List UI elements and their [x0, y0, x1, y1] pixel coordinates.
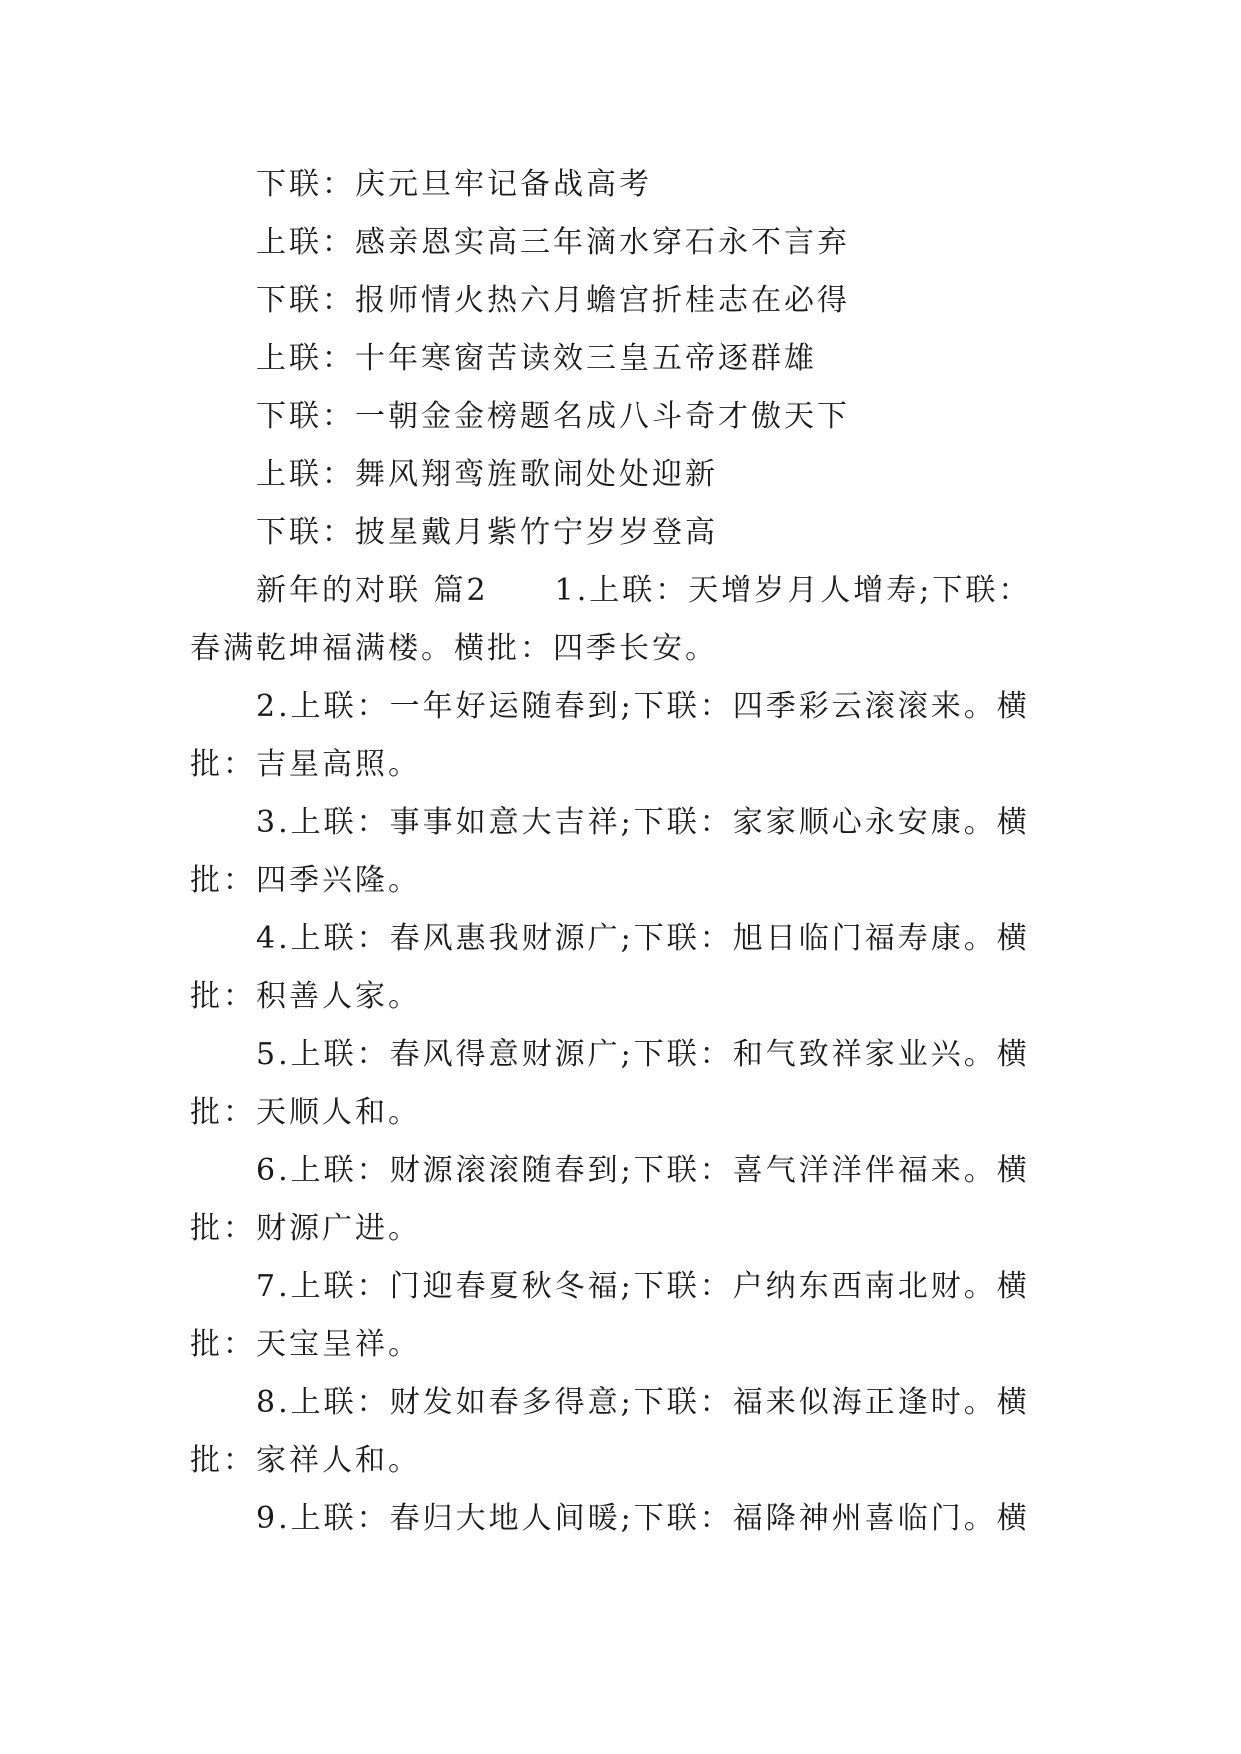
section-paragraph	[190, 562, 1060, 678]
couplet-line: 上联：舞风翔鸾旌歌闹处处迎新	[256, 457, 718, 492]
couplet-line: 下联：报师情火热六月蟾宫折桂志在必得	[256, 283, 850, 318]
couplet-item: 7.上联：门迎春夏秋冬福;下联：户纳东西南北财。横批：天宝呈祥。	[190, 1269, 1030, 1362]
couplet-line: 下联：庆元旦牢记备战高考	[256, 167, 652, 202]
couplet-line: 下联：披星戴月紫竹宁岁岁登高	[256, 515, 718, 550]
couplet-item: 1.上联：天增岁月人增寿;下联：春满乾坤福满楼。横批：四季长安。	[190, 573, 1032, 666]
couplet-item: 6.上联：财源滚滚随春到;下联：喜气洋洋伴福来。横批：财源广进。	[190, 1153, 1030, 1246]
couplet-line: 下联：一朝金金榜题名成八斗奇才傲天下	[256, 399, 850, 434]
couplet-line: 上联：十年寒窗苦读效三皇五帝逐群雄	[256, 341, 817, 376]
couplet-line: 上联：感亲恩实高三年滴水穿石永不言弃	[256, 225, 850, 260]
couplet-item: 5.上联：春风得意财源广;下联：和气致祥家业兴。横批：天顺人和。	[190, 1037, 1030, 1130]
couplet-item: 3.上联：事事如意大吉祥;下联：家家顺心永安康。横批：四季兴隆。	[190, 805, 1030, 898]
couplet-item: 2.上联：一年好运随春到;下联：四季彩云滚滚来。横批：吉星高照。	[190, 689, 1030, 782]
section-heading: 新年的对联 篇2	[256, 573, 489, 608]
couplet-item: 9.上联：春归大地人间暖;下联：福降神州喜临门。横	[256, 1501, 1030, 1536]
couplet-item: 8.上联：财发如春多得意;下联：福来似海正逢时。横批：家祥人和。	[190, 1385, 1030, 1478]
couplet-item: 4.上联：春风惠我财源广;下联：旭日临门福寿康。横批：积善人家。	[190, 921, 1030, 1014]
document-body	[190, 156, 1060, 1548]
